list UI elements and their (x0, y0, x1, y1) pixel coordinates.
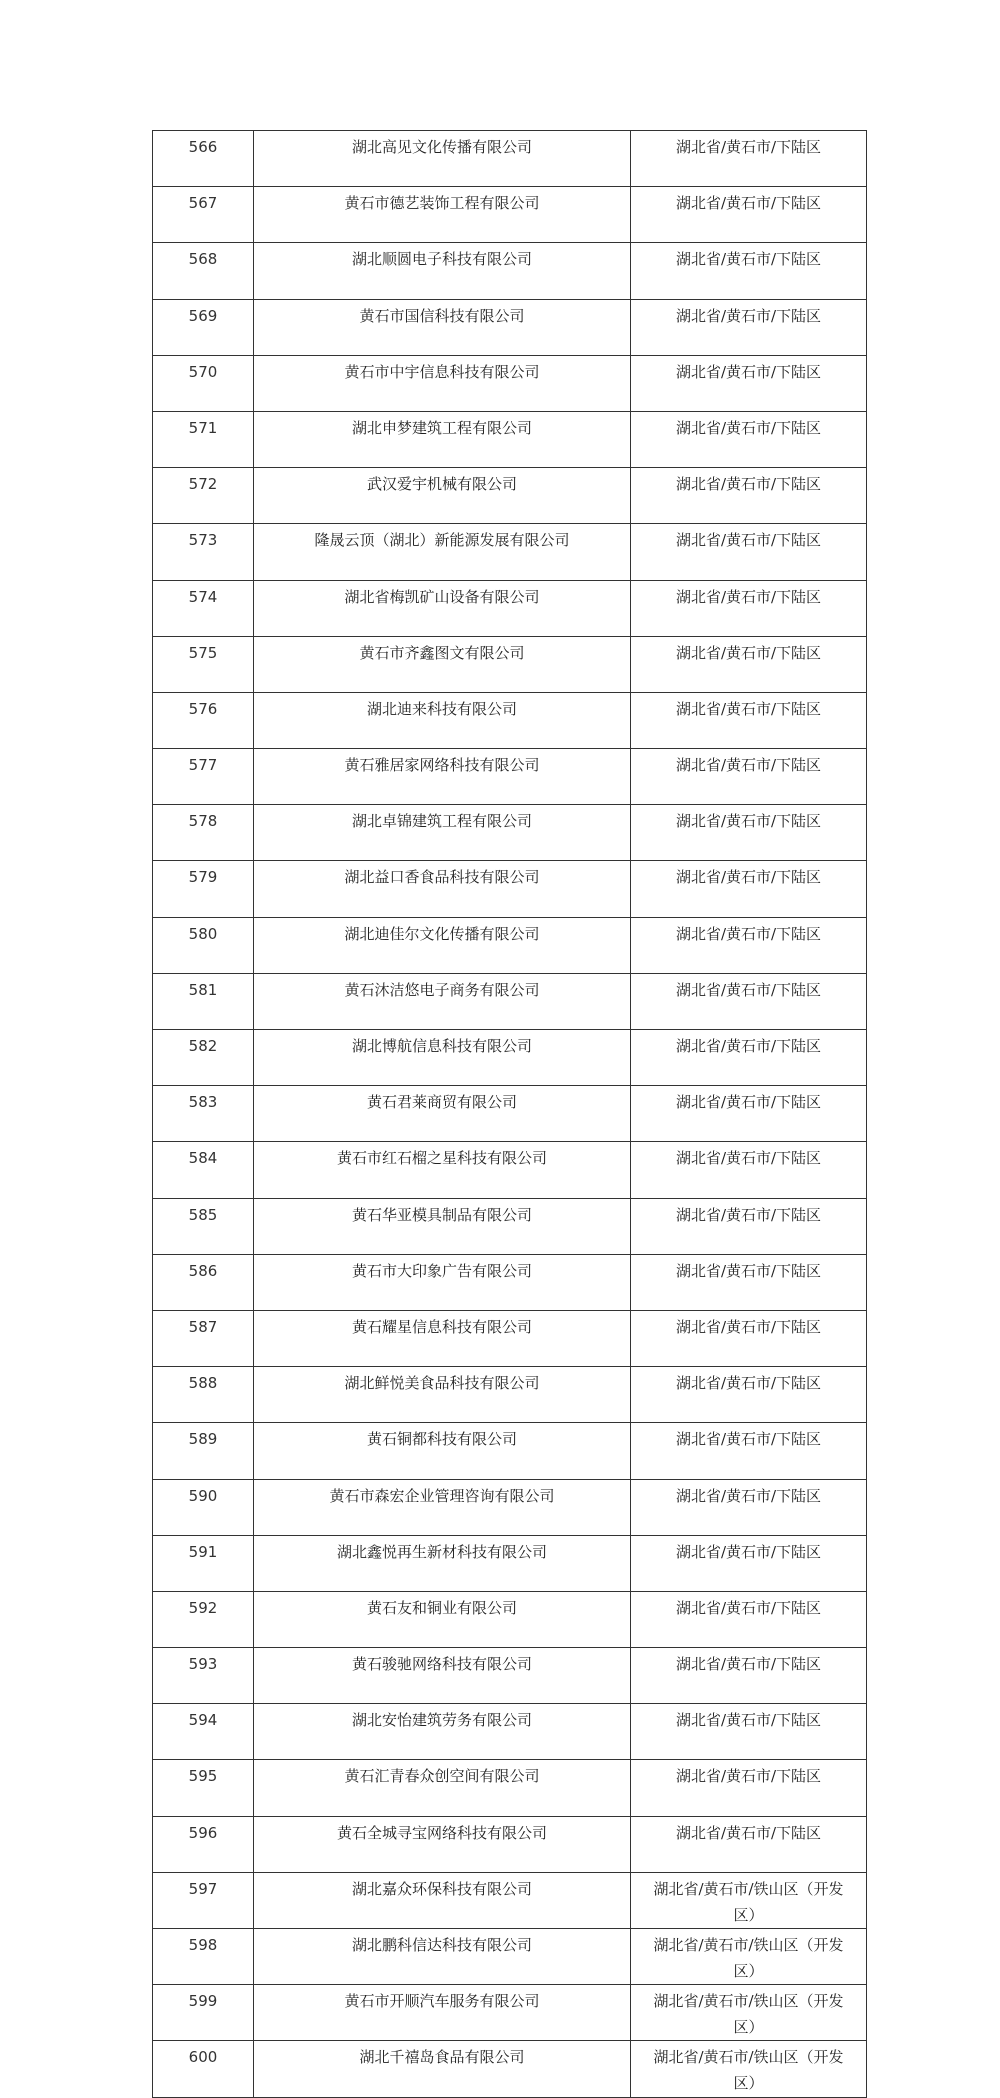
row-number: 573 (153, 524, 254, 580)
row-number: 568 (153, 243, 254, 299)
row-number: 595 (153, 1760, 254, 1816)
region: 湖北省/黄石市/下陆区 (631, 1816, 867, 1872)
company-name: 黄石铜都科技有限公司 (254, 1423, 631, 1479)
table-row (153, 749, 867, 805)
region: 湖北省/黄石市/铁山区（开发区） (631, 1985, 867, 2041)
table-row (153, 805, 867, 861)
company-name: 湖北益口香食品科技有限公司 (254, 861, 631, 917)
company-name: 湖北鑫悦再生新材科技有限公司 (254, 1535, 631, 1591)
row-number: 591 (153, 1535, 254, 1591)
company-name: 黄石汇青春众创空间有限公司 (254, 1760, 631, 1816)
table-row (153, 1030, 867, 1086)
table-row (153, 1479, 867, 1535)
table-row (153, 692, 867, 748)
company-name: 黄石全城寻宝网络科技有限公司 (254, 1816, 631, 1872)
table-row (153, 1591, 867, 1647)
table-row (153, 580, 867, 636)
company-name: 湖北安怡建筑劳务有限公司 (254, 1704, 631, 1760)
region: 湖北省/黄石市/下陆区 (631, 1310, 867, 1366)
region: 湖北省/黄石市/铁山区（开发区） (631, 1872, 867, 1928)
row-number: 581 (153, 973, 254, 1029)
row-number: 576 (153, 692, 254, 748)
company-name: 黄石市开顺汽车服务有限公司 (254, 1985, 631, 2041)
company-name: 黄石骏驰网络科技有限公司 (254, 1648, 631, 1704)
table-row (153, 1367, 867, 1423)
company-name: 黄石市森宏企业管理咨询有限公司 (254, 1479, 631, 1535)
table-row (153, 299, 867, 355)
region: 湖北省/黄石市/下陆区 (631, 1423, 867, 1479)
region: 湖北省/黄石市/铁山区（开发区） (631, 2041, 867, 2097)
row-number: 593 (153, 1648, 254, 1704)
company-name: 湖北鲜悦美食品科技有限公司 (254, 1367, 631, 1423)
row-number: 577 (153, 749, 254, 805)
company-name: 黄石市齐鑫图文有限公司 (254, 636, 631, 692)
table-row (153, 1310, 867, 1366)
company-name: 湖北博航信息科技有限公司 (254, 1030, 631, 1086)
row-number: 574 (153, 580, 254, 636)
region: 湖北省/黄石市/下陆区 (631, 187, 867, 243)
row-number: 583 (153, 1086, 254, 1142)
region: 湖北省/黄石市/下陆区 (631, 1591, 867, 1647)
company-name: 黄石君莱商贸有限公司 (254, 1086, 631, 1142)
region: 湖北省/黄石市/下陆区 (631, 1198, 867, 1254)
row-number: 566 (153, 131, 254, 187)
table-row (153, 1535, 867, 1591)
row-number: 578 (153, 805, 254, 861)
table-row (153, 468, 867, 524)
region: 湖北省/黄石市/下陆区 (631, 917, 867, 973)
company-name: 湖北迪佳尔文化传播有限公司 (254, 917, 631, 973)
row-number: 570 (153, 355, 254, 411)
row-number: 596 (153, 1816, 254, 1872)
row-number: 579 (153, 861, 254, 917)
table-row (153, 187, 867, 243)
region: 湖北省/黄石市/下陆区 (631, 1535, 867, 1591)
company-name: 黄石友和铜业有限公司 (254, 1591, 631, 1647)
region: 湖北省/黄石市/下陆区 (631, 1479, 867, 1535)
region: 湖北省/黄石市/下陆区 (631, 524, 867, 580)
row-number: 575 (153, 636, 254, 692)
table-row (153, 131, 867, 187)
row-number: 588 (153, 1367, 254, 1423)
row-number: 580 (153, 917, 254, 973)
table-row (153, 524, 867, 580)
table-row (153, 1423, 867, 1479)
region: 湖北省/黄石市/下陆区 (631, 131, 867, 187)
region: 湖北省/黄石市/下陆区 (631, 1760, 867, 1816)
company-name: 隆晟云顶（湖北）新能源发展有限公司 (254, 524, 631, 580)
row-number: 567 (153, 187, 254, 243)
region: 湖北省/黄石市/下陆区 (631, 1367, 867, 1423)
row-number: 594 (153, 1704, 254, 1760)
company-name: 黄石华亚模具制品有限公司 (254, 1198, 631, 1254)
table-row (153, 1198, 867, 1254)
company-name: 黄石市国信科技有限公司 (254, 299, 631, 355)
row-number: 571 (153, 411, 254, 467)
region: 湖北省/黄石市/下陆区 (631, 411, 867, 467)
region: 湖北省/黄石市/下陆区 (631, 692, 867, 748)
region: 湖北省/黄石市/下陆区 (631, 973, 867, 1029)
table-row (153, 861, 867, 917)
table-row (153, 243, 867, 299)
table-row (153, 2041, 867, 2097)
region: 湖北省/黄石市/下陆区 (631, 243, 867, 299)
row-number: 597 (153, 1872, 254, 1928)
company-name: 湖北顺圆电子科技有限公司 (254, 243, 631, 299)
company-name: 湖北嘉众环保科技有限公司 (254, 1872, 631, 1928)
region: 湖北省/黄石市/下陆区 (631, 1648, 867, 1704)
row-number: 587 (153, 1310, 254, 1366)
region: 湖北省/黄石市/下陆区 (631, 580, 867, 636)
company-name: 湖北千禧岛食品有限公司 (254, 2041, 631, 2097)
row-number: 582 (153, 1030, 254, 1086)
region: 湖北省/黄石市/下陆区 (631, 1086, 867, 1142)
table-row (153, 1648, 867, 1704)
company-name: 黄石沐洁悠电子商务有限公司 (254, 973, 631, 1029)
region: 湖北省/黄石市/下陆区 (631, 1142, 867, 1198)
company-name: 湖北卓锦建筑工程有限公司 (254, 805, 631, 861)
table-row (153, 1760, 867, 1816)
row-number: 572 (153, 468, 254, 524)
region: 湖北省/黄石市/下陆区 (631, 636, 867, 692)
table-row (153, 1254, 867, 1310)
region: 湖北省/黄石市/下陆区 (631, 299, 867, 355)
table-row (153, 411, 867, 467)
table-row (153, 1142, 867, 1198)
company-list-table (152, 130, 867, 2098)
region: 湖北省/黄石市/下陆区 (631, 355, 867, 411)
row-number: 600 (153, 2041, 254, 2097)
company-name: 湖北高见文化传播有限公司 (254, 131, 631, 187)
row-number: 592 (153, 1591, 254, 1647)
row-number: 586 (153, 1254, 254, 1310)
region: 湖北省/黄石市/下陆区 (631, 805, 867, 861)
region: 湖北省/黄石市/下陆区 (631, 861, 867, 917)
table-row (153, 1086, 867, 1142)
company-name: 武汉爱宇机械有限公司 (254, 468, 631, 524)
company-name: 湖北省梅凯矿山设备有限公司 (254, 580, 631, 636)
company-name: 黄石雅居家网络科技有限公司 (254, 749, 631, 805)
company-name: 黄石市中宇信息科技有限公司 (254, 355, 631, 411)
region: 湖北省/黄石市/下陆区 (631, 468, 867, 524)
table-row (153, 1929, 867, 1985)
row-number: 585 (153, 1198, 254, 1254)
company-name: 黄石市红石榴之星科技有限公司 (254, 1142, 631, 1198)
row-number: 584 (153, 1142, 254, 1198)
row-number: 589 (153, 1423, 254, 1479)
row-number: 590 (153, 1479, 254, 1535)
table-row (153, 1816, 867, 1872)
company-name: 黄石耀星信息科技有限公司 (254, 1310, 631, 1366)
company-name: 湖北申梦建筑工程有限公司 (254, 411, 631, 467)
company-name: 湖北迪来科技有限公司 (254, 692, 631, 748)
region: 湖北省/黄石市/下陆区 (631, 1254, 867, 1310)
table-body (153, 131, 867, 2098)
region: 湖北省/黄石市/下陆区 (631, 1030, 867, 1086)
table-row (153, 973, 867, 1029)
row-number: 569 (153, 299, 254, 355)
table-row (153, 1985, 867, 2041)
region: 湖北省/黄石市/铁山区（开发区） (631, 1929, 867, 1985)
company-name: 湖北鹏科信达科技有限公司 (254, 1929, 631, 1985)
row-number: 598 (153, 1929, 254, 1985)
table-row (153, 1872, 867, 1928)
table-row (153, 1704, 867, 1760)
company-name: 黄石市大印象广告有限公司 (254, 1254, 631, 1310)
company-name: 黄石市德艺装饰工程有限公司 (254, 187, 631, 243)
table-row (153, 355, 867, 411)
table-row (153, 636, 867, 692)
region: 湖北省/黄石市/下陆区 (631, 749, 867, 805)
region: 湖北省/黄石市/下陆区 (631, 1704, 867, 1760)
row-number: 599 (153, 1985, 254, 2041)
table-row (153, 917, 867, 973)
